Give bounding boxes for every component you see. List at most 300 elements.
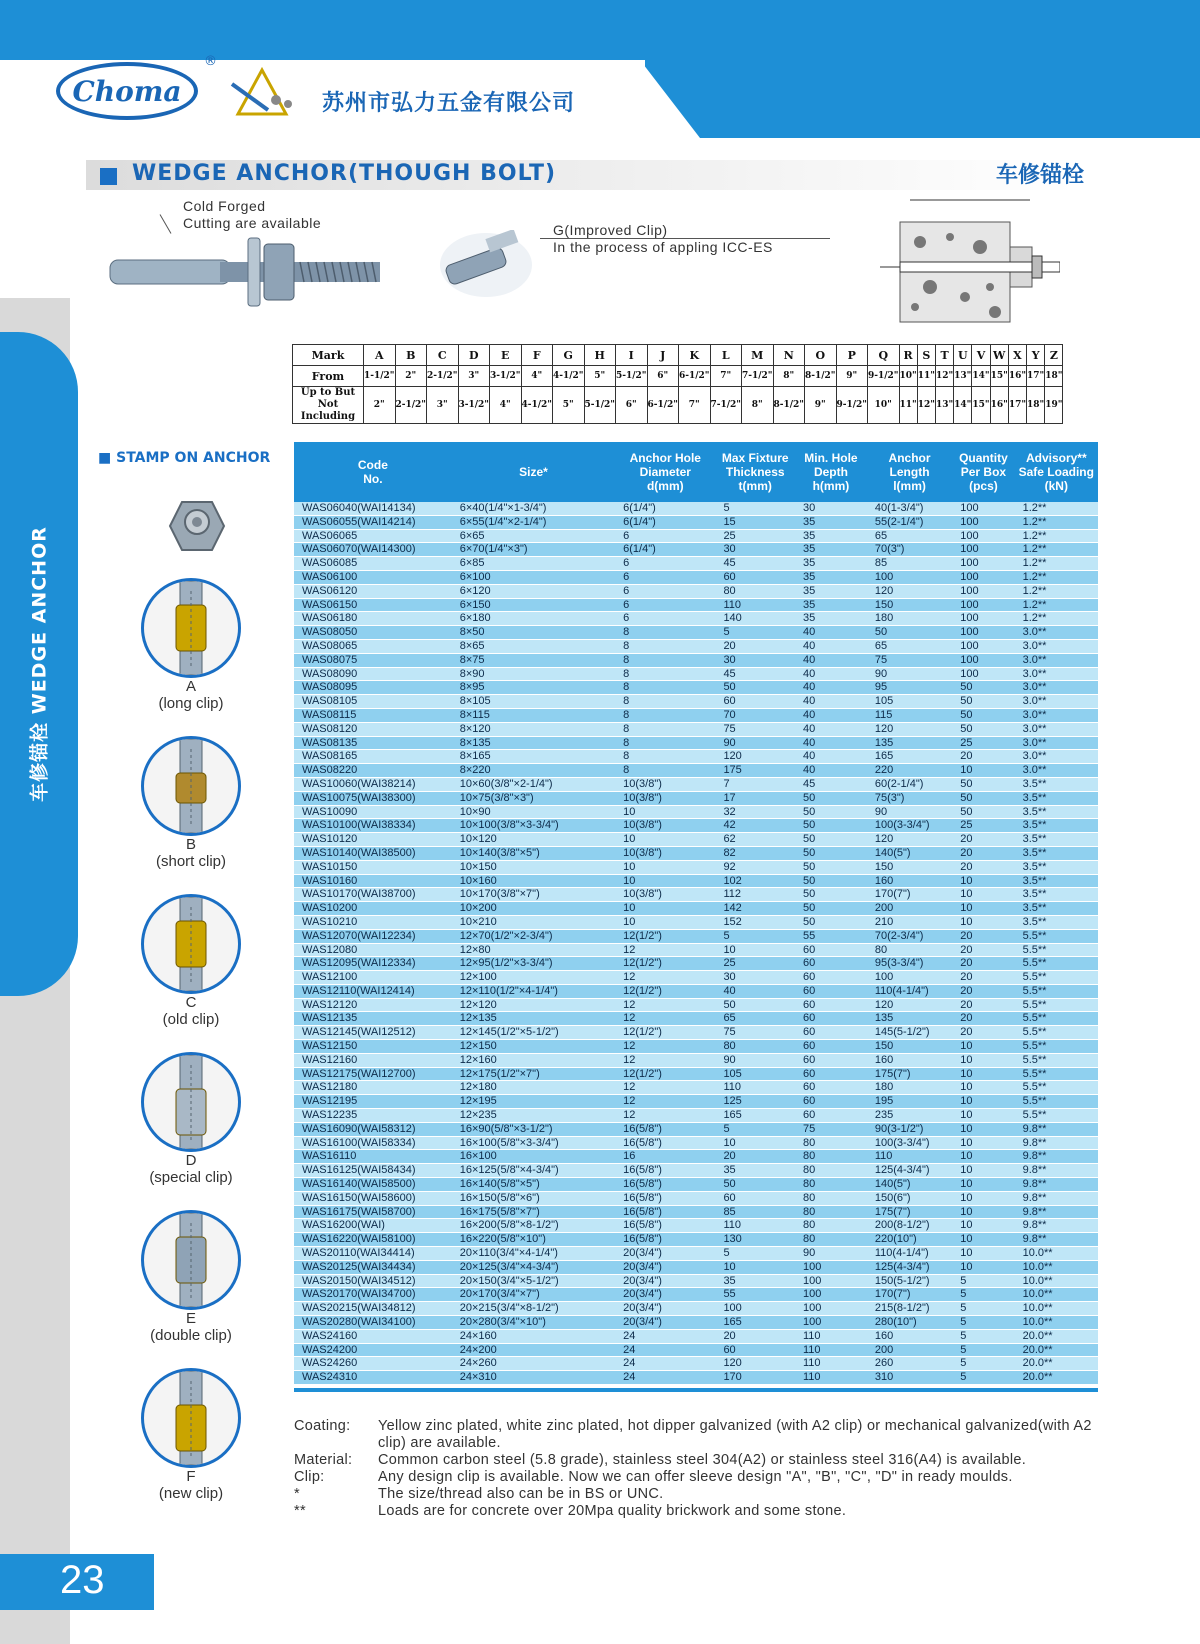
spec-cell: 10 [952, 1122, 1014, 1136]
spec-cell: 12×100 [452, 971, 615, 985]
spec-row [294, 984, 1098, 998]
spec-cell: WAS12110(WAI12414) [294, 984, 452, 998]
spec-cell: 100 [952, 557, 1014, 571]
spec-cell: 82 [715, 846, 795, 860]
spec-cell: 3.0** [1015, 736, 1098, 750]
spec-cell: 8×165 [452, 750, 615, 764]
spec-cell: 195 [867, 1095, 952, 1109]
note-key: Coating: [294, 1418, 351, 1434]
spec-header-line: l(mm) [893, 479, 926, 493]
spec-cell: 90 [715, 736, 795, 750]
spec-cell: 6×40(1/4"×1-3/4") [452, 502, 615, 515]
spec-header-line: (pcs) [969, 479, 998, 493]
spec-cell: 10×140(3/8"×5") [452, 846, 615, 860]
clip-name: (old clip) [162, 1011, 220, 1028]
note-key: Material: [294, 1452, 353, 1468]
improved-clip-image [436, 230, 536, 304]
spec-cell: 10×120 [452, 833, 615, 847]
upto-row-label: Up to But Not Including [293, 387, 364, 424]
upto-cell: 6-1/2" [647, 387, 679, 424]
spec-cell: WAS08075 [294, 653, 452, 667]
spec-cell: 5 [952, 1288, 1014, 1302]
note-text: Loads are for concrete over 20Mpa quality brickwork and some stone. [378, 1503, 847, 1519]
spec-cell: 8×75 [452, 653, 615, 667]
spec-cell: 16×150(5/8"×6") [452, 1191, 615, 1205]
spec-row [294, 584, 1098, 598]
spec-cell: 20 [952, 998, 1014, 1012]
spec-cell: WAS06065 [294, 529, 452, 543]
spec-cell: 30 [715, 971, 795, 985]
note-text: The size/thread also can be in BS or UNC. [378, 1486, 664, 1502]
spec-cell: 10.0** [1015, 1247, 1098, 1261]
spec-cell: 60 [795, 1026, 867, 1040]
spec-cell: 10 [615, 915, 715, 929]
stamp-nut-image [162, 494, 232, 562]
tools-icon [228, 66, 308, 120]
spec-cell: 110 [795, 1329, 867, 1343]
clip-a-image [141, 578, 241, 678]
mark-cell: O [805, 345, 837, 366]
spec-cell: 20.0** [1015, 1371, 1098, 1385]
spec-cell: 60 [795, 1067, 867, 1081]
spec-cell: WAS16100(WAI58334) [294, 1136, 452, 1150]
spec-cell: 50 [867, 626, 952, 640]
spec-header-line: Per Box [960, 465, 1007, 479]
spec-cell: 24×310 [452, 1371, 615, 1385]
spec-cell: 40 [795, 736, 867, 750]
spec-cell: 235 [867, 1109, 952, 1123]
spec-cell: 150(5-1/2") [867, 1274, 952, 1288]
spec-cell: 5 [715, 502, 795, 515]
spec-cell: WAS10140(WAI38500) [294, 846, 452, 860]
from-cell: 9-1/2" [868, 366, 900, 387]
spec-cell: 40 [795, 764, 867, 778]
spec-cell: 9.8** [1015, 1136, 1098, 1150]
spec-cell: 120 [867, 833, 952, 847]
spec-cell: 12(1/2") [615, 1067, 715, 1081]
spec-row [294, 915, 1098, 929]
spec-row [294, 1316, 1098, 1330]
spec-cell: 3.0** [1015, 667, 1098, 681]
spec-cell: 20 [952, 984, 1014, 998]
upto-cell: 13" [935, 387, 953, 424]
spec-row [294, 750, 1098, 764]
upto-cell: 9-1/2" [836, 387, 868, 424]
spec-header-line: Max Fixture [721, 451, 789, 465]
spec-cell: 40 [795, 626, 867, 640]
spec-cell: 10 [952, 1067, 1014, 1081]
spec-cell: 50 [795, 833, 867, 847]
spec-cell: 10 [952, 1053, 1014, 1067]
spec-cell: 100 [795, 1288, 867, 1302]
spec-cell: 120 [867, 998, 952, 1012]
anchor-clip-icon [144, 1213, 238, 1307]
spec-cell: 20 [952, 943, 1014, 957]
spec-cell: 10 [952, 874, 1014, 888]
spec-cell: 16×140(5/8"×5") [452, 1178, 615, 1192]
spec-cell: 8 [615, 667, 715, 681]
spec-cell: 32 [715, 805, 795, 819]
spec-cell: 175 [715, 764, 795, 778]
spec-cell: 20 [952, 846, 1014, 860]
spec-cell: 60 [715, 695, 795, 709]
spec-cell: WAS08135 [294, 736, 452, 750]
spec-cell: 8 [615, 708, 715, 722]
spec-cell: 10 [615, 833, 715, 847]
spec-cell: 6 [615, 557, 715, 571]
spec-cell: 75(3") [867, 791, 952, 805]
upto-cell: 8-1/2" [773, 387, 805, 424]
spec-cell: 90 [867, 667, 952, 681]
spec-cell: 10 [952, 1178, 1014, 1192]
spec-header-cell [1015, 442, 1098, 502]
spec-header-line: Advisory** [1025, 451, 1087, 465]
spec-row [294, 1191, 1098, 1205]
spec-cell: 100 [795, 1302, 867, 1316]
spec-cell: 8×115 [452, 708, 615, 722]
spec-cell: 5.5** [1015, 1081, 1098, 1095]
spec-cell: 160 [867, 874, 952, 888]
spec-cell: 35 [795, 557, 867, 571]
spec-row [294, 1329, 1098, 1343]
spec-cell: WAS24260 [294, 1357, 452, 1371]
mark-cell: E [490, 345, 522, 366]
spec-cell: 65 [867, 529, 952, 543]
spec-cell: 120 [715, 1357, 795, 1371]
spec-cell: 20 [952, 860, 1014, 874]
spec-cell: 6 [615, 612, 715, 626]
spec-cell: 3.0** [1015, 750, 1098, 764]
spec-cell: 70(3") [867, 543, 952, 557]
spec-row [294, 1260, 1098, 1274]
page-title-cn: 车修锚栓 [996, 163, 1085, 188]
spec-cell: 100 [795, 1274, 867, 1288]
spec-cell: 20 [715, 1329, 795, 1343]
spec-cell: 5.5** [1015, 984, 1098, 998]
spec-cell: 135 [867, 736, 952, 750]
spec-cell: 200 [867, 902, 952, 916]
stamp-heading: ■ STAMP ON ANCHOR [98, 450, 271, 466]
spec-header-line: Depth [813, 465, 848, 479]
spec-cell: WAS12175(WAI12700) [294, 1067, 452, 1081]
forged-note-line1: Cold Forged [183, 198, 266, 214]
spec-cell: 12×235 [452, 1109, 615, 1123]
spec-cell: 8×120 [452, 722, 615, 736]
spec-row [294, 1178, 1098, 1192]
spec-row [294, 681, 1098, 695]
spec-cell: 5.5** [1015, 1026, 1098, 1040]
spec-cell: 50 [715, 1178, 795, 1192]
spec-cell: 6×70(1/4"×3") [452, 543, 615, 557]
spec-cell: WAS08220 [294, 764, 452, 778]
spec-cell: 24×160 [452, 1329, 615, 1343]
spec-cell: 50 [715, 998, 795, 1012]
spec-cell: 100(3-3/4") [867, 1136, 952, 1150]
spec-row [294, 1371, 1098, 1385]
spec-cell: 142 [715, 902, 795, 916]
spec-cell: 5 [952, 1274, 1014, 1288]
spec-cell: 115 [867, 708, 952, 722]
spec-cell: 3.5** [1015, 805, 1098, 819]
spec-cell: WAS24310 [294, 1371, 452, 1385]
spec-cell: 25 [952, 819, 1014, 833]
from-cell: 15" [990, 366, 1008, 387]
spec-cell: 5 [952, 1343, 1014, 1357]
spec-cell: 120 [867, 722, 952, 736]
mark-cell: H [584, 345, 616, 366]
spec-cell: 75 [795, 1122, 867, 1136]
from-cell: 6" [647, 366, 679, 387]
spec-cell: 140(5") [867, 1178, 952, 1192]
spec-cell: 100 [952, 667, 1014, 681]
upto-cell: 6" [616, 387, 648, 424]
from-cell: 8-1/2" [805, 366, 837, 387]
spec-row [294, 1302, 1098, 1316]
spec-cell: 10.0** [1015, 1260, 1098, 1274]
clip-letter: C [185, 994, 197, 1011]
from-row-label: From [293, 366, 364, 387]
spec-cell: 170 [715, 1371, 795, 1385]
spec-cell: 80 [795, 1205, 867, 1219]
mark-cell: F [521, 345, 553, 366]
clip-name: (short clip) [155, 853, 226, 870]
spec-cell: 50 [795, 819, 867, 833]
spec-cell: 12 [615, 1095, 715, 1109]
spec-header-line: d(mm) [646, 479, 684, 493]
side-vertical-label: 车修锚栓 WEDGE ANCHOR [28, 526, 51, 802]
spec-cell: 100 [867, 570, 952, 584]
spec-cell: 20 [952, 750, 1014, 764]
clip-d-image [141, 1052, 241, 1152]
spec-cell: 1.2** [1015, 502, 1098, 515]
spec-cell: 12 [615, 1109, 715, 1123]
clip-letter: E [185, 1310, 196, 1327]
spec-cell: 20×125(3/4"×4-3/4") [452, 1260, 615, 1274]
spec-cell: 6 [615, 570, 715, 584]
spec-cell: 10 [952, 1164, 1014, 1178]
stamp-heading-text: STAMP ON ANCHOR [116, 450, 271, 466]
spec-row [294, 612, 1098, 626]
spec-cell: 50 [795, 791, 867, 805]
spec-cell: WAS20170(WAI34700) [294, 1288, 452, 1302]
spec-cell: 3.5** [1015, 860, 1098, 874]
from-cell: 8" [773, 366, 805, 387]
spec-cell: 10×160 [452, 874, 615, 888]
spec-cell: 175(7") [867, 1067, 952, 1081]
spec-cell: 95(3-3/4") [867, 957, 952, 971]
spec-cell: 80 [795, 1136, 867, 1150]
spec-cell: WAS16150(WAI58600) [294, 1191, 452, 1205]
spec-cell: 16(5/8") [615, 1122, 715, 1136]
spec-cell: 40 [795, 681, 867, 695]
spec-cell: 20(3/4") [615, 1302, 715, 1316]
spec-cell: WAS16200(WAI) [294, 1219, 452, 1233]
spec-cell: 25 [952, 736, 1014, 750]
spec-row [294, 1274, 1098, 1288]
logo-text: Choma [72, 74, 182, 108]
spec-row [294, 1012, 1098, 1026]
spec-cell: 16(5/8") [615, 1178, 715, 1192]
spec-cell: 5 [715, 929, 795, 943]
spec-cell: 6×65 [452, 529, 615, 543]
spec-cell: WAS06085 [294, 557, 452, 571]
spec-cell: 65 [867, 639, 952, 653]
mark-cell: Z [1045, 345, 1063, 366]
spec-cell: WAS10200 [294, 902, 452, 916]
spec-cell: 110 [867, 1150, 952, 1164]
upto-cell: 2-1/2" [395, 387, 427, 424]
spec-cell: 120 [715, 750, 795, 764]
spec-cell: 20(3/4") [615, 1247, 715, 1261]
spec-cell: 90 [867, 805, 952, 819]
note-text: Any design clip is available. Now we can offer sleeve design "A", "B", "C", "D" in ready moulds. [378, 1469, 1013, 1485]
spec-cell: 5 [952, 1357, 1014, 1371]
spec-cell: WAS06120 [294, 584, 452, 598]
spec-cell: 100 [952, 639, 1014, 653]
spec-cell: 20 [952, 957, 1014, 971]
spec-cell: 3.5** [1015, 777, 1098, 791]
spec-cell: 10 [715, 943, 795, 957]
spec-cell: 12(1/2") [615, 957, 715, 971]
spec-table [294, 442, 1098, 1385]
spec-cell: 9.8** [1015, 1150, 1098, 1164]
spec-header-line: Size* [519, 465, 548, 479]
spec-cell: 16(5/8") [615, 1219, 715, 1233]
spec-cell: 5.5** [1015, 1040, 1098, 1054]
mark-cell: V [972, 345, 990, 366]
spec-cell: WAS12160 [294, 1053, 452, 1067]
mark-cell: W [990, 345, 1008, 366]
spec-cell: WAS16175(WAI58700) [294, 1205, 452, 1219]
spec-cell: 8×50 [452, 626, 615, 640]
spec-header-cell [795, 442, 867, 502]
spec-cell: 40 [795, 695, 867, 709]
spec-cell: 8 [615, 750, 715, 764]
spec-row [294, 998, 1098, 1012]
mark-cell: N [773, 345, 805, 366]
title-square-icon [100, 168, 117, 185]
spec-cell: 6×120 [452, 584, 615, 598]
spec-cell: 12×110(1/2"×4-1/4") [452, 984, 615, 998]
spec-cell: WAS20125(WAI34434) [294, 1260, 452, 1274]
spec-cell: 10 [615, 902, 715, 916]
spec-cell: 9.8** [1015, 1219, 1098, 1233]
spec-cell: 16(5/8") [615, 1164, 715, 1178]
note-row [294, 1418, 1114, 1452]
spec-cell: 12×160 [452, 1053, 615, 1067]
anchor-clip-icon [144, 897, 238, 991]
spec-cell: 10 [952, 1260, 1014, 1274]
clip-c-image [141, 894, 241, 994]
spec-table-bottom-rule [294, 1388, 1098, 1392]
spec-cell: 10 [615, 874, 715, 888]
spec-cell: 3.5** [1015, 846, 1098, 860]
spec-cell: 6 [615, 598, 715, 612]
spec-cell: 12 [615, 1053, 715, 1067]
mark-cell: I [616, 345, 648, 366]
from-cell: 5-1/2" [616, 366, 648, 387]
clip-letter: F [186, 1468, 196, 1485]
spec-cell: 5 [715, 1247, 795, 1261]
spec-cell: 160 [867, 1053, 952, 1067]
spec-cell: 110(4-1/4") [867, 1247, 952, 1261]
spec-cell: WAS20215(WAI34812) [294, 1302, 452, 1316]
mark-row [293, 345, 1063, 366]
from-cell: 4-1/2" [553, 366, 585, 387]
spec-cell: 16(5/8") [615, 1233, 715, 1247]
spec-cell: 6×100 [452, 570, 615, 584]
spec-cell: 55 [795, 929, 867, 943]
clip-name: (special clip) [149, 1169, 233, 1186]
spec-cell: 1.2** [1015, 557, 1098, 571]
spec-cell: 3.0** [1015, 681, 1098, 695]
upto-cell: 10" [868, 387, 900, 424]
spec-cell: 80 [795, 1233, 867, 1247]
spec-cell: 20 [952, 929, 1014, 943]
spec-cell: 16×100 [452, 1150, 615, 1164]
upto-cell: 14" [954, 387, 972, 424]
spec-cell: 1.2** [1015, 612, 1098, 626]
spec-cell: 102 [715, 874, 795, 888]
spec-cell: 1.2** [1015, 584, 1098, 598]
spec-cell: 20 [952, 833, 1014, 847]
spec-cell: 10 [952, 902, 1014, 916]
spec-cell: 6(1/4") [615, 502, 715, 515]
spec-cell: WAS12150 [294, 1040, 452, 1054]
spec-cell: 80 [795, 1219, 867, 1233]
spec-cell: 20(3/4") [615, 1274, 715, 1288]
spec-cell: 5 [715, 1122, 795, 1136]
spec-header-cell [715, 442, 795, 502]
spec-cell: 80 [715, 584, 795, 598]
spec-cell: 12(1/2") [615, 984, 715, 998]
spec-cell: 5 [952, 1302, 1014, 1316]
spec-cell: 10 [615, 860, 715, 874]
spec-cell: 10(3/8") [615, 791, 715, 805]
spec-cell: 16×90(5/8"×3-1/2") [452, 1122, 615, 1136]
spec-cell: 20 [715, 1150, 795, 1164]
spec-cell: 110 [795, 1357, 867, 1371]
spec-cell: 3.0** [1015, 626, 1098, 640]
spec-row [294, 557, 1098, 571]
spec-row [294, 1164, 1098, 1178]
spec-row [294, 777, 1098, 791]
spec-cell: 150 [867, 860, 952, 874]
forged-note-line2: Cutting are available [183, 215, 322, 231]
note-row [294, 1503, 1114, 1520]
spec-cell: 12×120 [452, 998, 615, 1012]
spec-cell: 5.5** [1015, 1053, 1098, 1067]
spec-cell: 8 [615, 695, 715, 709]
spec-cell: 9.8** [1015, 1191, 1098, 1205]
spec-cell: 100 [952, 584, 1014, 598]
upto-cell: 4-1/2" [521, 387, 553, 424]
spec-cell: 16×100(5/8"×3-3/4") [452, 1136, 615, 1150]
spec-cell: 20×170(3/4"×7") [452, 1288, 615, 1302]
spec-cell: 20.0** [1015, 1329, 1098, 1343]
spec-cell: 10 [952, 915, 1014, 929]
spec-cell: 50 [952, 791, 1014, 805]
upto-cell: 15" [972, 387, 990, 424]
spec-cell: 260 [867, 1357, 952, 1371]
spec-row [294, 598, 1098, 612]
spec-cell: 6×150 [452, 598, 615, 612]
spec-cell: WAS20150(WAI34512) [294, 1274, 452, 1288]
spec-cell: 135 [867, 1012, 952, 1026]
spec-header-line: h(mm) [812, 479, 850, 493]
spec-cell: 8 [615, 626, 715, 640]
spec-cell: 90 [795, 1247, 867, 1261]
